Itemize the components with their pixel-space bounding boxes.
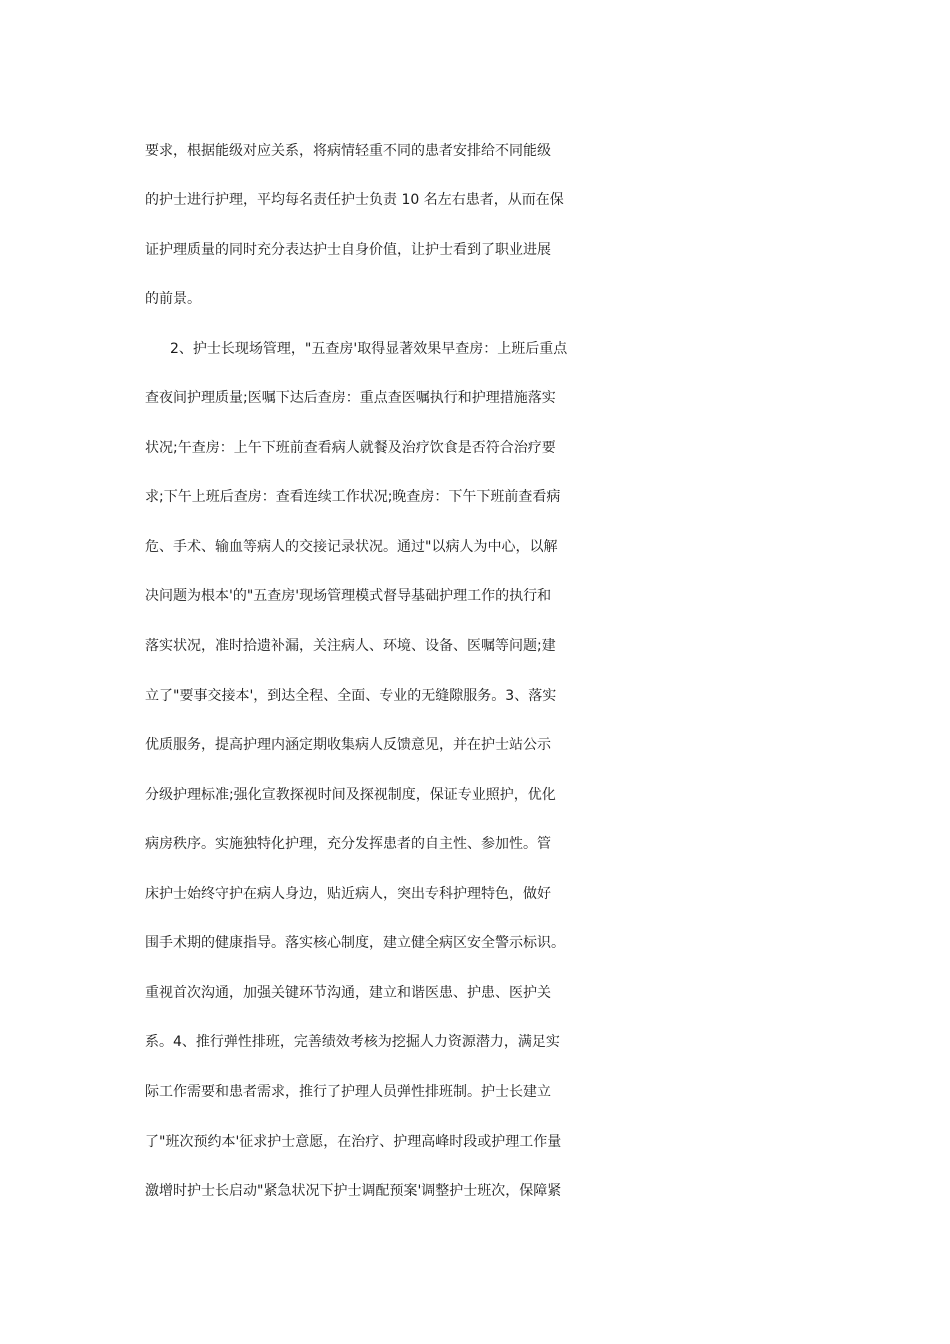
text-line: 的前景。 (145, 291, 201, 307)
text-line: 了"班次预约本'征求护士意愿，在治疗、护理高峰时段或护理工作量 (145, 1134, 562, 1150)
text-line: 系。4、推行弹性排班，完善绩效考核为挖掘人力资源潜力，满足实 (145, 1034, 560, 1050)
text-line: 危、手术、输血等病人的交接记录状况。通过"以病人为中心，以解 (145, 539, 558, 555)
text-line: 要求，根据能级对应关系，将病情轻重不同的患者安排给不同能级 (145, 143, 551, 159)
text-line: 落实状况，准时拾遗补漏，关注病人、环境、设备、医嘱等问题;建 (145, 638, 556, 654)
text-line: 证护理质量的同时充分表达护士自身价值，让护士看到了职业进展 (145, 242, 551, 258)
text-line: 床护士始终守护在病人身边，贴近病人，突出专科护理特色，做好 (145, 886, 551, 902)
text-line: 激增时护士长启动"紧急状况下护士调配预案'调整护士班次，保障紧 (145, 1183, 562, 1199)
text-line: 重视首次沟通，加强关键环节沟通，建立和谐医患、护患、医护关 (145, 985, 551, 1001)
text-line: 求;下午上班后查房：查看连续工作状况;晚查房：下午下班前查看病 (145, 489, 561, 505)
text-line: 围手术期的健康指导。落实核心制度，建立健全病区安全警示标识。 (145, 935, 565, 951)
text-line: 的护士进行护理，平均每名责任护士负责 10 名左右患者，从而在保 (145, 192, 564, 208)
text-line: 状况;午查房：上午下班前查看病人就餐及治疗饮食是否符合治疗要 (145, 440, 556, 456)
text-line: 决问题为根本'的"五查房'现场管理模式督导基础护理工作的执行和 (145, 588, 552, 604)
text-line: 分级护理标准;强化宣教探视时间及探视制度，保证专业照护，优化 (145, 787, 556, 803)
text-line: 2、护士长现场管理，"五查房'取得显著效果早查房：上班后重点 (170, 341, 568, 357)
text-line: 查夜间护理质量;医嘱下达后查房：重点查医嘱执行和护理措施落实 (145, 390, 556, 406)
text-line: 优质服务，提高护理内涵定期收集病人反馈意见，并在护士站公示 (145, 737, 551, 753)
text-line: 立了"要事交接本'，到达全程、全面、专业的无缝隙服务。3、落实 (145, 688, 557, 704)
text-line: 际工作需要和患者需求，推行了护理人员弹性排班制。护士长建立 (145, 1084, 551, 1100)
text-line: 病房秩序。实施独特化护理，充分发挥患者的自主性、参加性。管 (145, 836, 551, 852)
